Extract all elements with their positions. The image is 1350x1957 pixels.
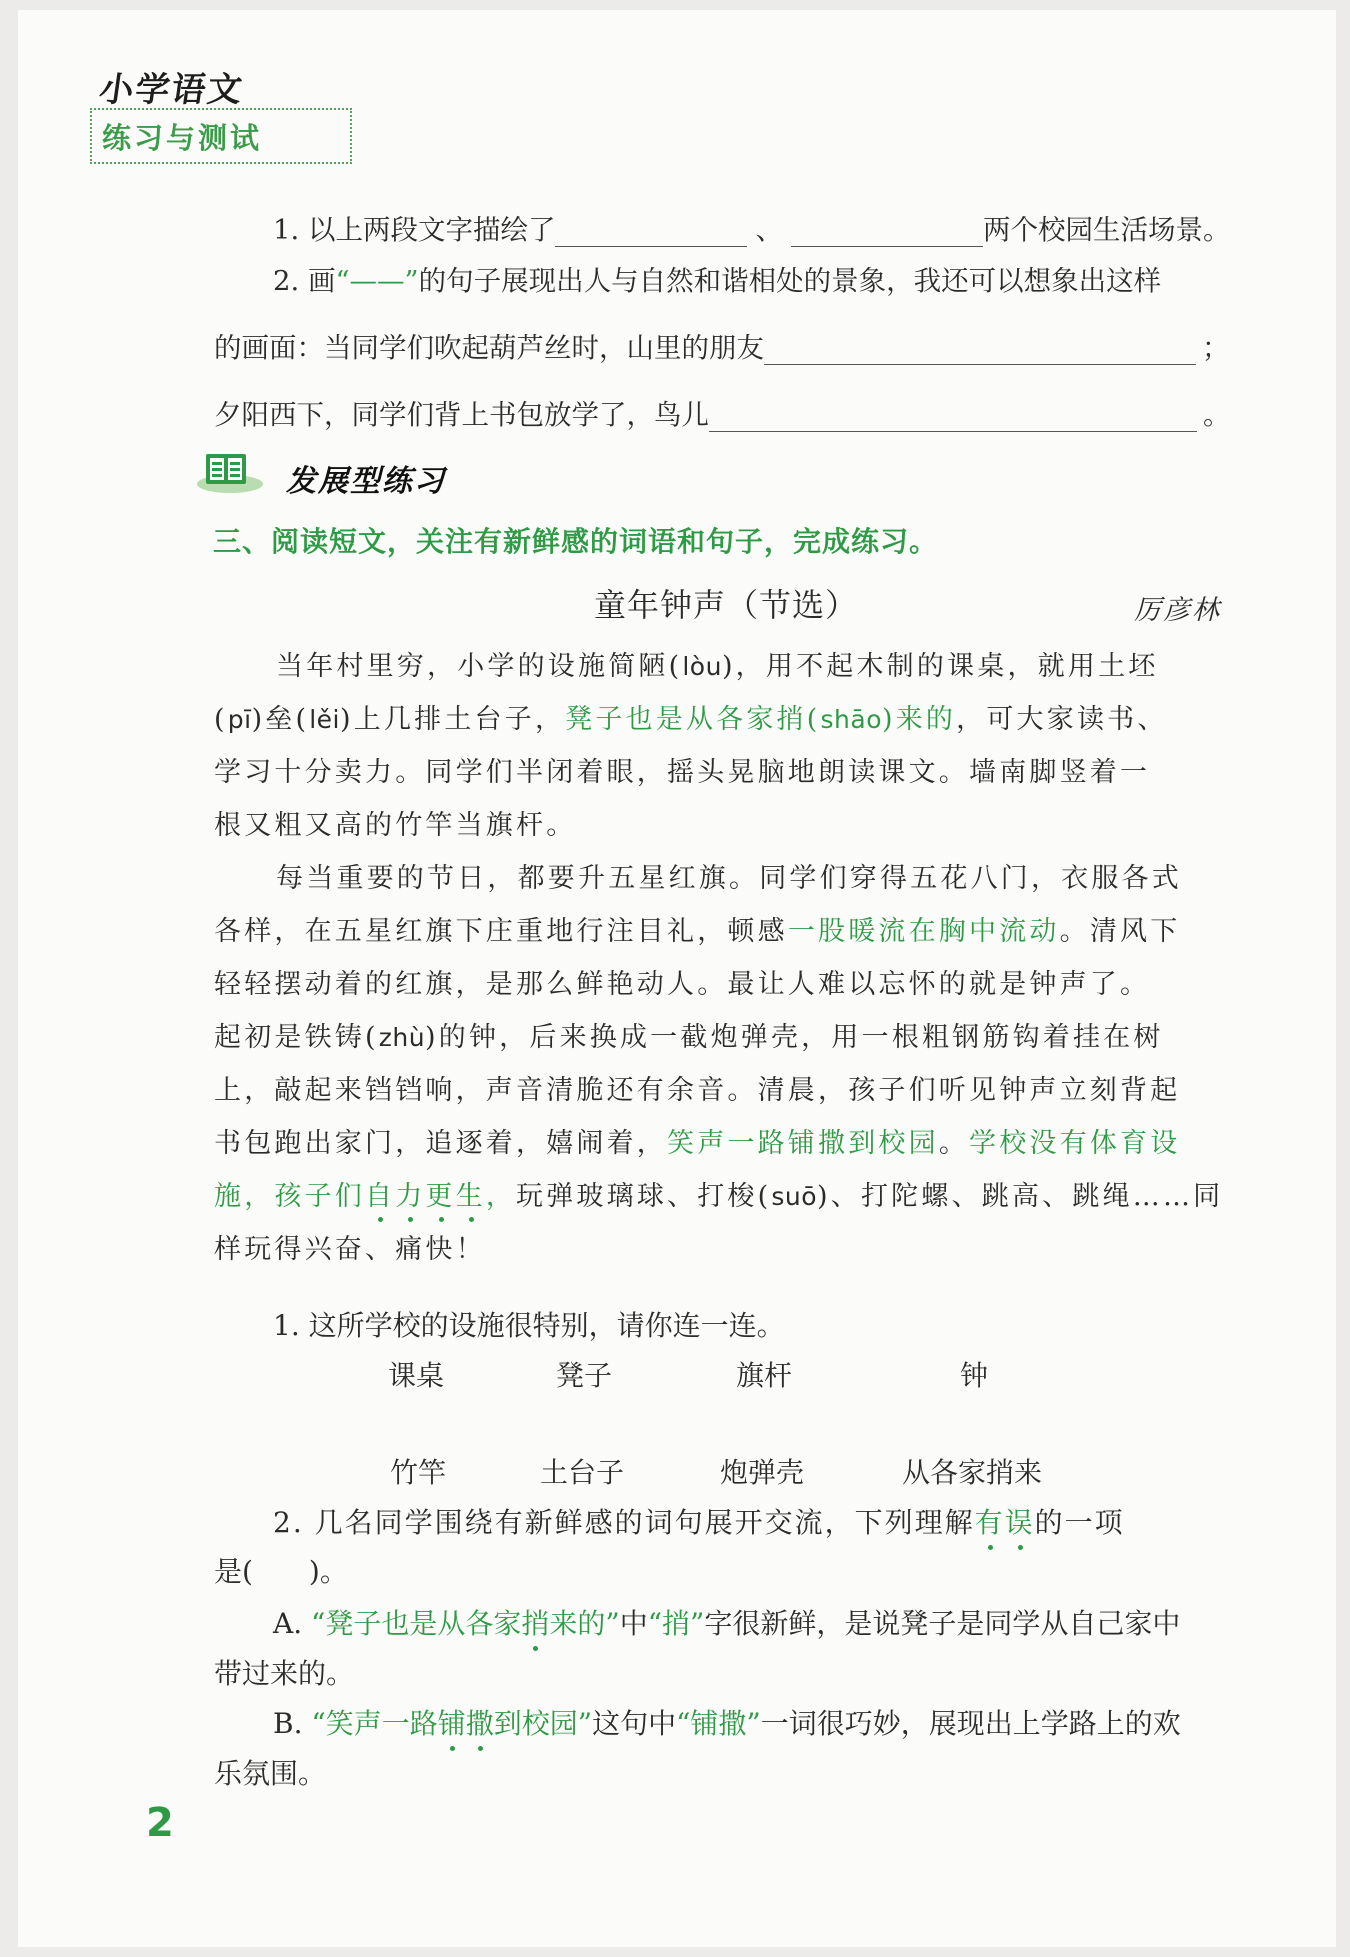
q2-blank-2[interactable] bbox=[709, 399, 1197, 432]
q2-line2: 的画面：当同学们吹起葫芦丝时，山里的朋友 ； bbox=[214, 332, 1230, 364]
q1-blank-2[interactable] bbox=[791, 214, 983, 247]
match-bottom-item[interactable]: 从各家捎来 bbox=[902, 1456, 1043, 1489]
article-line: 书包跑出家门，追逐着，嬉闹着，笑声一路铺撒到校园。学校没有体育设 bbox=[214, 1128, 1181, 1159]
match-top-item[interactable]: 课桌 bbox=[388, 1359, 445, 1392]
highlight-sentence: 学校没有体育设 bbox=[969, 1128, 1181, 1159]
highlight-sentence: 凳子也是从各家捎( bbox=[565, 704, 821, 735]
choice-answer-blank[interactable]: 是( )。 bbox=[214, 1555, 348, 1588]
article-line: 样玩得兴奋、痛快！ bbox=[214, 1234, 486, 1265]
page-number: 2 bbox=[146, 1800, 174, 1846]
article-line: 根又粗又高的竹竿当旗杆。 bbox=[214, 810, 577, 841]
highlight-sentence: 一股暖流在胸中流动 bbox=[787, 916, 1060, 947]
article-line: 每当重要的节日，都要升五星红旗。同学们穿得五花八门，衣服各式 bbox=[276, 863, 1182, 894]
option-a-cont: 带过来的。 bbox=[214, 1657, 355, 1690]
article-title: 童年钟声（节选） bbox=[594, 586, 859, 624]
book-subtitle: 练习与测试 bbox=[102, 121, 263, 155]
article-line: 各样，在五星红旗下庄重地行注目礼，顿感一股暖流在胸中流动。清风下 bbox=[214, 916, 1181, 947]
q2-line3: 夕阳西下，同学们背上书包放学了，鸟儿 。 bbox=[214, 399, 1231, 431]
article-line: 轻轻摆动着的红旗，是那么鲜艳动人。最让人难以忘怀的就是钟声了。 bbox=[214, 969, 1151, 1000]
match-bottom-item[interactable]: 炮弹壳 bbox=[720, 1456, 805, 1489]
book-icon bbox=[196, 450, 280, 496]
article-line: 当年村里穷，小学的设施简陋(lòu)，用不起木制的课桌，就用土坯 bbox=[276, 651, 1159, 682]
article-line: 学习十分卖力。同学们半闭着眼，摇头晃脑地朗读课文。墙南脚竖着一 bbox=[214, 757, 1151, 788]
article-line: 起初是铁铸(zhù)的钟，后来换成一截炮弹壳，用一根粗钢筋钩着挂在树 bbox=[214, 1022, 1164, 1053]
match-bottom-item[interactable]: 竹竿 bbox=[390, 1456, 447, 1489]
match-bottom-item[interactable]: 土台子 bbox=[540, 1456, 625, 1489]
highlight-sentence: 笑声一路铺撒到校园 bbox=[667, 1128, 939, 1159]
option-b[interactable]: B. “笑声一路铺撒到校园”这句中“铺撒”一词很巧妙，展现出上学路上的欢 bbox=[273, 1702, 1181, 1742]
book-title: 小学语文 bbox=[96, 70, 247, 110]
article-line: (pī)垒(lěi)上几排土台子，凳子也是从各家捎(shāo)来的，可大家读书、 bbox=[214, 704, 1168, 735]
option-a[interactable]: A. “凳子也是从各家捎来的”中“捎”字很新鲜，是说凳子是同学从自己家中 bbox=[273, 1602, 1180, 1642]
match-top-item[interactable]: 钟 bbox=[960, 1359, 989, 1392]
article-line: 施，孩子们自力更生，玩弹玻璃球、打梭(suō)、打陀螺、跳高、跳绳……同 bbox=[214, 1174, 1223, 1213]
workbook-page bbox=[18, 10, 1336, 1947]
match-question: 1. 这所学校的设施很特别，请你连一连。 bbox=[273, 1309, 785, 1342]
article-line: 上，敲起来铛铛响，声音清脆还有余音。清晨，孩子们听见钟声立刻背起 bbox=[214, 1075, 1181, 1106]
match-top-item[interactable]: 凳子 bbox=[556, 1359, 613, 1392]
q2-line-mark: “——” bbox=[335, 265, 419, 297]
match-top-item[interactable]: 旗杆 bbox=[736, 1359, 793, 1392]
option-b-cont: 乐氛围。 bbox=[214, 1757, 327, 1790]
q1-line: 1. 以上两段文字描绘了 、 两个校园生活场景。 bbox=[273, 214, 1231, 246]
q1-blank-1[interactable] bbox=[555, 214, 747, 247]
q2-line1: 2. 画“——”的句子展现出人与自然和谐相处的景象，我还可以想象出这样 bbox=[273, 265, 1162, 297]
book-subtitle-box bbox=[90, 108, 352, 164]
section3-title: 三、阅读短文，关注有新鲜感的词语和句子，完成练习。 bbox=[213, 525, 939, 558]
section-label: 发展型练习 bbox=[286, 464, 446, 499]
q2-blank-1[interactable] bbox=[764, 332, 1196, 365]
choice-question: 2. 几名同学围绕有新鲜感的词句展开交流，下列理解有误的一项 bbox=[273, 1501, 1125, 1541]
article-author: 厉彦林 bbox=[1134, 595, 1221, 626]
